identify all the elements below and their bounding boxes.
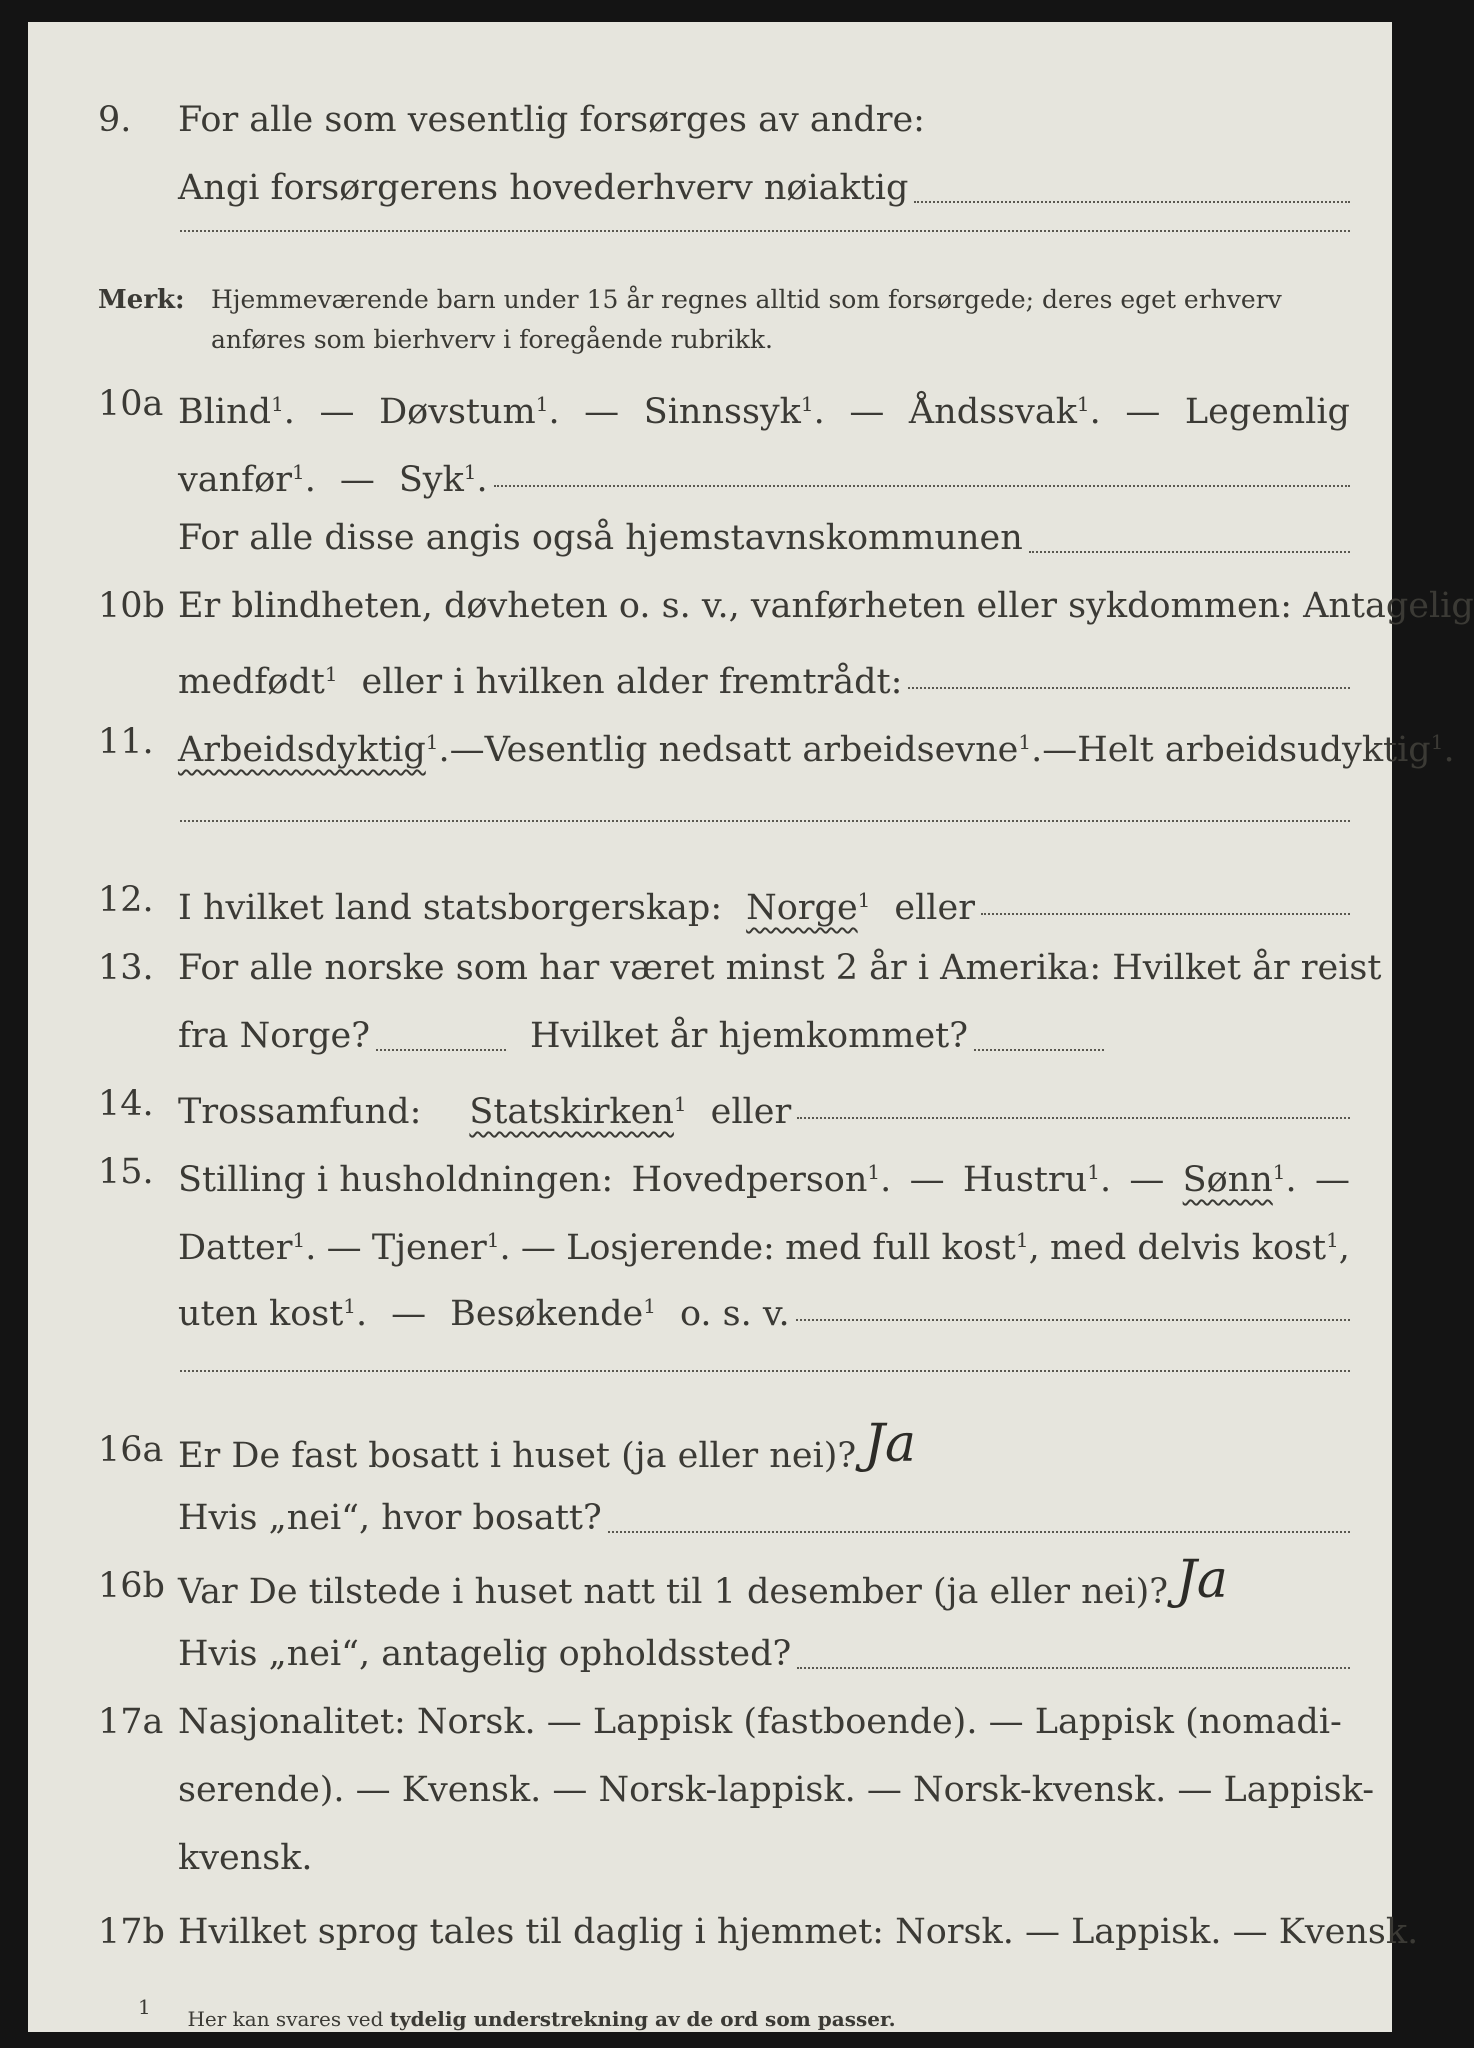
handwritten-underline: Arbeidsdyktig	[178, 730, 426, 770]
q13-fra-norge-label: fra Norge?	[178, 1016, 370, 1056]
q10a-line-2	[28, 442, 1392, 502]
q15-option-tjener: Tjener$^1$.	[371, 1228, 511, 1268]
q13-line-1	[28, 938, 1392, 998]
handwritten-underline: Sønn	[1182, 1160, 1273, 1200]
q14-other-field[interactable]	[797, 1117, 1350, 1119]
q15-option-hovedperson: Hovedperson$^1$.	[631, 1160, 892, 1200]
dash: —	[909, 1160, 945, 1200]
q14-text: Trossamfund:	[178, 1092, 422, 1132]
merk-line-1: Hjemmeværende barn under 15 år regnes alltid som forsørgede; deres eget erhverv	[211, 285, 1282, 314]
q10b-age-field[interactable]	[908, 687, 1350, 689]
q10a-hometown-field[interactable]	[1029, 551, 1350, 553]
q9-provider-label: Angi forsørgerens hovederhverv nøiaktig	[178, 168, 909, 208]
footnote	[138, 1992, 896, 2034]
q11-number: 11.	[98, 722, 154, 762]
q17b-line-1	[28, 1902, 1419, 1962]
q9-answer-field[interactable]	[914, 201, 1350, 203]
q16b-line-2	[28, 1624, 1392, 1684]
q10a-option-legemlig: Legemlig	[1184, 392, 1350, 432]
q17a-text-3: kvensk.	[178, 1838, 313, 1878]
q15-option-sonn: Sønn$^1$.	[1182, 1160, 1297, 1200]
footnote-text-b: tydelig understrekning av de ord som passer.	[389, 2007, 896, 2031]
q15-line-1	[28, 1142, 1392, 1202]
dash: —	[449, 730, 485, 770]
q10b-text: Er blindheten, døvheten o. s. v., vanførheten eller sykdommen: Antagelig	[178, 586, 1474, 626]
q17a-line-1	[28, 1692, 1392, 1752]
q10a-syk-field[interactable]	[494, 485, 1350, 487]
q10a-number: 10a	[98, 384, 164, 424]
handwritten-underline: Norge	[746, 888, 858, 928]
q10a-option-dovstum: Døvstum$^1$.	[379, 392, 560, 432]
q10a-hometown-label: For alle disse angis også hjemstavnskommunen	[178, 518, 1023, 558]
q15-line-2	[28, 1210, 1392, 1270]
dash: —	[849, 392, 885, 432]
q15-option-besokende: Besøkende$^1$	[450, 1294, 656, 1334]
footnote-text-a: Her kan svares ved	[187, 2007, 384, 2031]
q16b-hvis-label: Hvis „nei“, antagelig opholdssted?	[178, 1634, 792, 1674]
q17a-line-3	[28, 1828, 1392, 1888]
dash: —	[339, 460, 375, 500]
q10a-line-1	[28, 374, 1392, 434]
q15-answer-line[interactable]	[180, 1370, 1350, 1372]
q15-osv: o. s. v.	[679, 1294, 790, 1334]
q16a-number: 16a	[98, 1430, 164, 1470]
q10b-age-label: eller i hvilken alder fremtrådt:	[361, 662, 903, 702]
dash: —	[319, 392, 355, 432]
q10a-option-sinnssyk: Sinnssyk$^1$.	[643, 392, 825, 432]
dash: —	[391, 1294, 427, 1334]
q9-number: 9.	[98, 100, 132, 140]
q15-option-uten-kost: uten kost$^1$.	[178, 1294, 368, 1334]
q16a-handwritten-answer[interactable]: Ja	[864, 1414, 917, 1474]
q10a-option-syk: Syk$^1$.	[398, 460, 488, 500]
q13-text: For alle norske som har været minst 2 år i Amerika: Hvilket år reist	[178, 948, 1382, 988]
q16a-bosatt-field[interactable]	[608, 1531, 1350, 1533]
q9-line-2	[28, 158, 1392, 218]
dash: —	[584, 392, 620, 432]
q14-number: 14.	[98, 1084, 154, 1124]
q12-number: 12.	[98, 880, 154, 920]
q17a-text-2: serende). — Kvensk. — Norsk-lappisk. — Norsk-kvensk. — Lappisk-	[178, 1770, 1375, 1810]
q16a-line-1	[28, 1414, 1392, 1480]
dash: —	[1129, 1160, 1165, 1200]
q14-option-statskirken: Statskirken$^1$	[469, 1092, 687, 1132]
q13-fra-norge-field[interactable]	[376, 1049, 506, 1051]
q10a-option-vanfor: vanfør$^1$.	[178, 460, 316, 500]
q16b-text: Var De tilstede i huset natt til 1 desember (ja eller nei)?	[178, 1572, 1169, 1612]
dash: —	[1314, 1160, 1350, 1200]
q12-option-norge: Norge$^1$	[746, 888, 871, 928]
q11-option-vesentlig: Vesentlig nedsatt arbeidsevne$^1$.	[484, 730, 1043, 770]
dash: —	[326, 1228, 362, 1268]
q16a-hvis-label: Hvis „nei“, hvor bosatt?	[178, 1498, 602, 1538]
q17a-text-1: Nasjonalitet: Norsk. — Lappisk (fastboende). — Lappisk (nomadi-	[178, 1702, 1342, 1742]
q16b-line-1	[28, 1550, 1392, 1616]
q11-line-1	[28, 712, 1455, 772]
dash: —	[1042, 730, 1078, 770]
q15-option-full-kost: med full kost$^1$,	[785, 1228, 1040, 1268]
q17a-line-2	[28, 1760, 1392, 1820]
q9-line-1	[28, 90, 1392, 150]
q15-text: Stilling i husholdningen:	[178, 1160, 614, 1200]
handwritten-underline: Statskirken	[469, 1092, 674, 1132]
census-form-page	[28, 22, 1474, 2032]
q16b-handwritten-answer[interactable]: Ja	[1176, 1550, 1228, 1610]
q12-line	[28, 870, 1392, 930]
q16a-line-2	[28, 1488, 1392, 1548]
q13-hjemkommet-field[interactable]	[974, 1049, 1104, 1051]
q15-option-delvis-kost: med delvis kost$^1$,	[1049, 1228, 1350, 1268]
q11-option-helt: Helt arbeidsudyktig$^1$.	[1077, 730, 1455, 770]
dash: —	[1125, 392, 1161, 432]
q15-line-3	[28, 1276, 1392, 1336]
q15-option-hustru: Hustru$^1$.	[962, 1160, 1112, 1200]
q10b-option-medfodt: medfødt$^1$	[178, 662, 338, 702]
q11-option-arbeidsdyktig: Arbeidsdyktig$^1$.	[178, 730, 450, 770]
q15-number: 15.	[98, 1152, 154, 1192]
q10b-line-1	[28, 576, 1474, 636]
q9-text: For alle som vesentlig forsørges av andre:	[178, 100, 925, 140]
q14-line	[28, 1074, 1392, 1134]
q12-other-country-field[interactable]	[981, 913, 1350, 915]
q10a-option-blind: Blind$^1$.	[178, 392, 295, 432]
q15-losjerende: Losjerende:	[566, 1228, 775, 1268]
q16b-opholdssted-field[interactable]	[797, 1667, 1350, 1669]
q13-number: 13.	[98, 948, 154, 988]
q12-text: I hvilket land statsborgerskap:	[178, 888, 723, 928]
q17b-text: Hvilket sprog tales til daglig i hjemmet: Norsk. — Lappisk. — Kvensk.	[178, 1912, 1419, 1952]
q14-eller: eller	[710, 1092, 792, 1132]
q12-eller: eller	[894, 888, 975, 928]
q10b-number: 10b	[98, 586, 165, 626]
q16a-text: Er De fast bosatt i huset (ja eller nei)?	[178, 1436, 857, 1476]
q9-answer-line-2[interactable]	[180, 230, 1350, 232]
q15-other-field[interactable]	[796, 1319, 1350, 1321]
q10b-line-2	[28, 644, 1392, 704]
q10a-option-andssvak: Åndssvak$^1$.	[908, 392, 1101, 432]
q17b-number: 17b	[98, 1912, 165, 1952]
q17a-number: 17a	[98, 1702, 164, 1742]
q13-hjemkommet-label: Hvilket år hjemkommet?	[530, 1016, 969, 1056]
dash: —	[520, 1228, 556, 1268]
q13-line-2	[28, 1006, 1392, 1066]
q10a-line-3	[28, 508, 1392, 568]
q16b-number: 16b	[98, 1566, 165, 1606]
q15-option-datter: Datter$^1$.	[178, 1228, 317, 1268]
merk-line-2: anføres som bierhverv i foregående rubrikk.	[211, 325, 773, 354]
q11-answer-line[interactable]	[180, 820, 1350, 822]
merk-label: Merk:	[98, 285, 185, 315]
footnote-mark: 1	[138, 1995, 151, 2019]
